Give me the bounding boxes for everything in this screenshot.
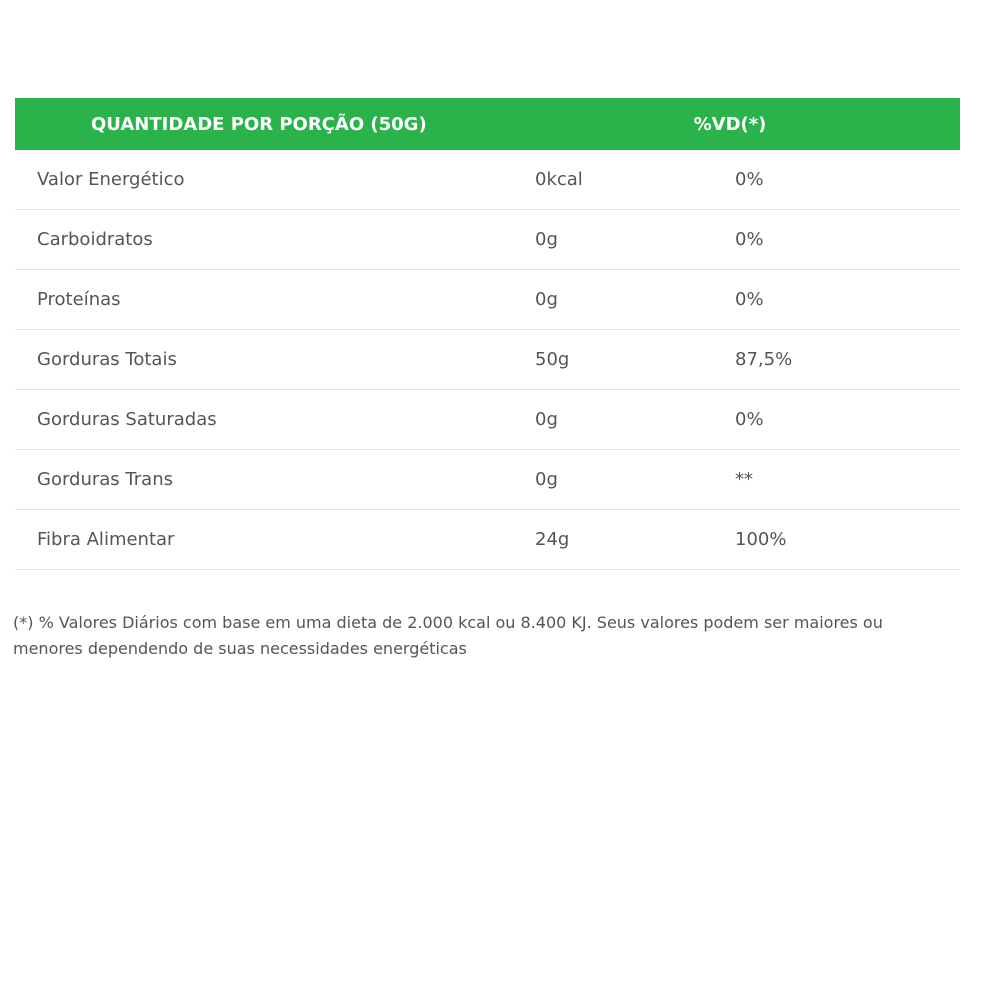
header-daily-value: %VD(*) — [693, 113, 767, 135]
nutrient-name: Valor Energético — [37, 169, 185, 190]
nutrient-daily-value: ** — [735, 469, 753, 490]
table-row — [15, 210, 960, 270]
nutrition-table — [15, 98, 960, 570]
table-row — [15, 510, 960, 570]
nutrient-name: Gorduras Trans — [37, 469, 173, 490]
table-row — [15, 450, 960, 510]
nutrient-name: Carboidratos — [37, 229, 153, 250]
table-row — [15, 330, 960, 390]
nutrient-amount: 24g — [535, 529, 570, 550]
nutrient-name: Gorduras Saturadas — [37, 409, 217, 430]
nutrient-amount: 0kcal — [535, 169, 583, 190]
nutrient-name: Proteínas — [37, 289, 121, 310]
header-amount-per-serving: QUANTIDADE POR PORÇÃO (50G) — [91, 113, 427, 135]
table-row — [15, 390, 960, 450]
nutrient-amount: 0g — [535, 469, 558, 490]
nutrient-amount: 0g — [535, 409, 558, 430]
nutrient-daily-value: 0% — [735, 169, 764, 190]
nutrient-daily-value: 0% — [735, 289, 764, 310]
nutrient-daily-value: 87,5% — [735, 349, 793, 370]
table-header — [15, 98, 960, 150]
nutrient-amount: 0g — [535, 229, 558, 250]
nutrient-daily-value: 100% — [735, 529, 787, 550]
daily-value-footnote: (*) % Valores Diários com base em uma dieta de 2.000 kcal ou 8.400 KJ. Seus valores podem ser maiores ou menores dependendo de suas necessidades energéticas — [13, 613, 883, 658]
table-row — [15, 270, 960, 330]
nutrient-daily-value: 0% — [735, 229, 764, 250]
nutrient-daily-value: 0% — [735, 409, 764, 430]
nutrient-name: Fibra Alimentar — [37, 529, 175, 550]
nutrient-amount: 0g — [535, 289, 558, 310]
nutrient-name: Gorduras Totais — [37, 349, 177, 370]
table-row — [15, 150, 960, 210]
nutrient-amount: 50g — [535, 349, 570, 370]
